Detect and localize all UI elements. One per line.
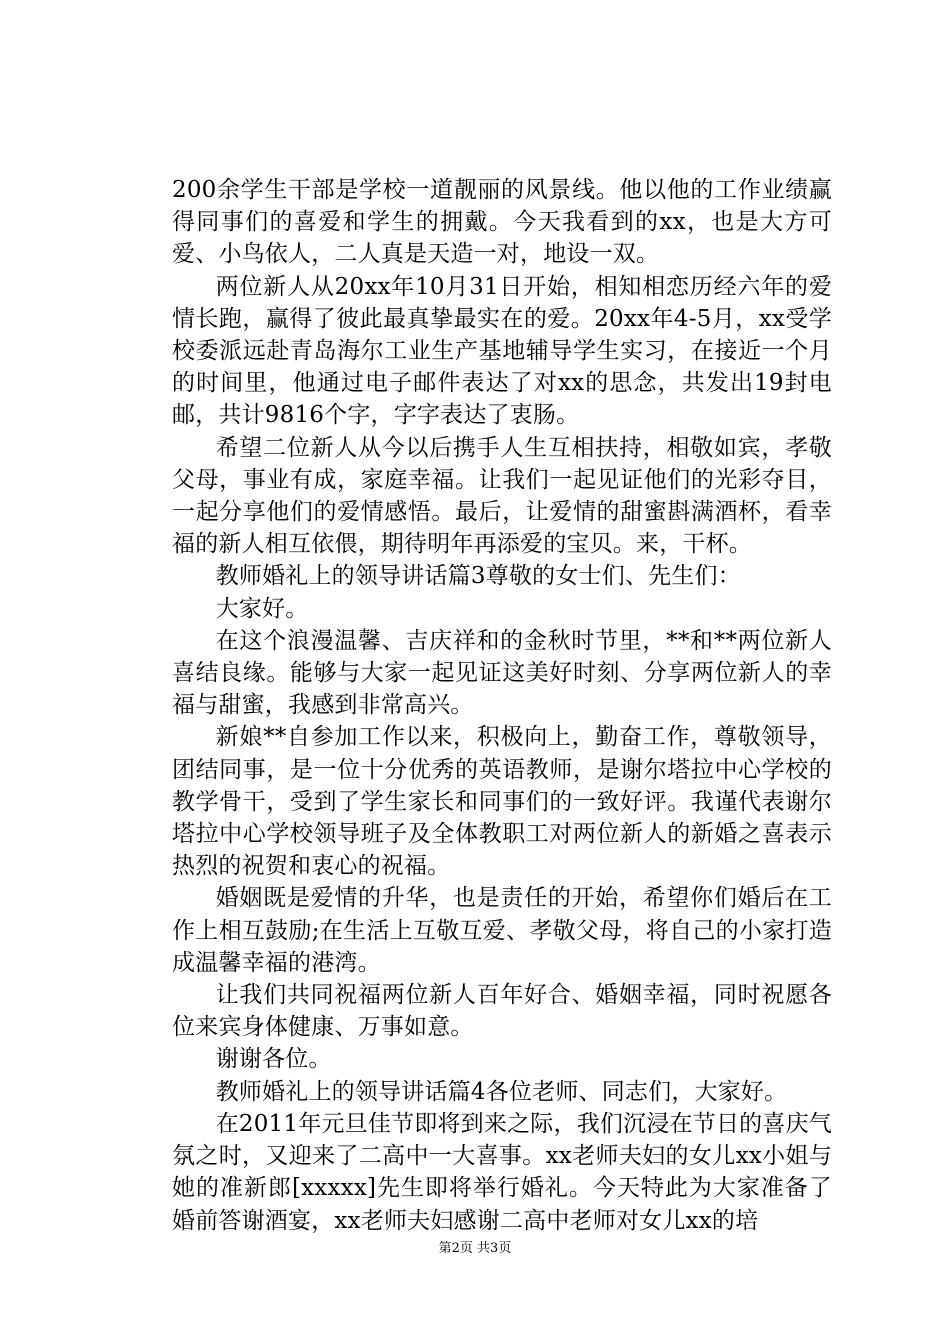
paragraph: 两位新人从20xx年10月31日开始，相知相恋历经六年的爱情长跑，赢得了彼此最真挚最实在的爱。20xx年4-5月，xx受学校委派远赴青岛海尔工业生产基地辅导学生实习，在接近一个月的时间里，他通过电子邮件表达了对xx的思念，共发出19封电邮，共计9816个字，字字表达了衷肠。 [172,273,832,429]
paragraph: 谢谢各位。 [215,1046,332,1073]
document-body [172,174,832,1237]
section-heading-speech-3: 教师婚礼上的领导讲话篇3尊敬的女士们、先生们： [215,563,741,590]
paragraph: 希望二位新人从今以后携手人生互相扶持，相敬如宾，孝敬父母，事业有成，家庭幸福。让我们一起见证他们的光彩夺目，一起分享他们的爱情感悟。最后，让爱情的甜蜜斟满酒杯，看幸福的新人相互依偎，期待明年再添爱的宝贝。来，干杯。 [172,434,832,558]
paragraph: 让我们共同祝福两位新人百年好合、婚姻幸福，同时祝愿各位来宾身体健康、万事如意。 [172,982,832,1041]
paragraph: 新娘**自参加工作以来，积极向上，勤奋工作，尊敬领导，团结同事，是一位十分优秀的英语教师，是谢尔塔拉中心学校的教学骨干，受到了学生家长和同事们的一致好评。我谨代表谢尔塔拉中心学校领导班子及全体教职工对两位新人的新婚之喜表示热烈的祝贺和衷心的祝福。 [172,724,832,880]
paragraph: 在这个浪漫温馨、吉庆祥和的金秋时节里，**和**两位新人喜结良缘。能够与大家一起见证这美好时刻、分享两位新人的幸福与甜蜜，我感到非常高兴。 [172,627,832,719]
page-number: 第2页 共3页 [438,1241,512,1256]
paragraph: 婚姻既是爱情的升华，也是责任的开始，希望你们婚后在工作上相互鼓励;在生活上互敬互爱、孝敬父母，将自己的小家打造成温馨幸福的港湾。 [172,885,832,976]
page-footer [0,1240,950,1258]
section-heading-speech-4: 教师婚礼上的领导讲话篇4各位老师、同志们，大家好。 [215,1078,788,1105]
paragraph: 大家好。 [215,595,309,622]
paragraph: 在2011年元旦佳节即将到来之际，我们沉浸在节日的喜庆气氛之时，又迎来了二高中一大喜事。xx老师夫妇的女儿xx小姐与她的准新郎[xxxxx]先生即将举行婚礼。今天特此为大家准备了婚前答谢酒宴，xx老师夫妇感谢二高中老师对女儿xx的培 [172,1110,832,1234]
paragraph-continuation: 200余学生干部是学校一道靓丽的风景线。他以他的工作业绩赢得同事们的喜爱和学生的拥戴。今天我看到的xx，也是大方可爱、小鸟依人，二人真是天造一对，地设一双。 [172,177,832,268]
